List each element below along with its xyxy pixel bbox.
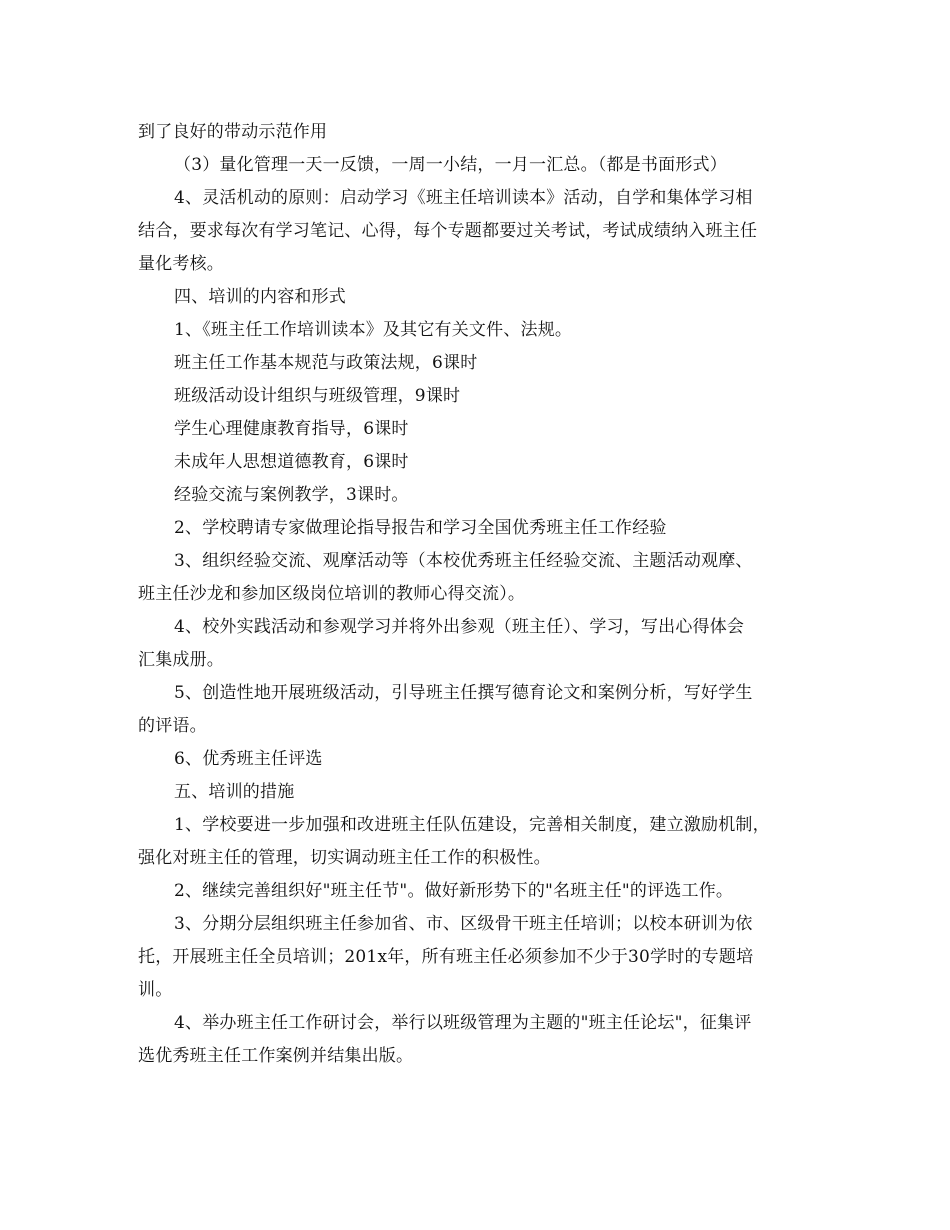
course-item: 未成年人思想道德教育，6课时 bbox=[174, 452, 409, 472]
body-line: 训。 bbox=[138, 980, 173, 1000]
course-item: 班主任工作基本规范与政策法规，6课时 bbox=[174, 353, 478, 373]
body-line: 班主任沙龙和参加区级岗位培训的教师心得交流）。 bbox=[138, 584, 526, 604]
body-line: 汇集成册。 bbox=[138, 650, 224, 670]
course-item: 经验交流与案例教学，3课时。 bbox=[174, 485, 409, 505]
body-line: 强化对班主任的管理，切实调动班主任工作的积极性。 bbox=[138, 848, 551, 868]
document-body bbox=[138, 116, 818, 1073]
body-line: 5、创造性地开展班级活动，引导班主任撰写德育论文和案例分析，写好学生 bbox=[174, 683, 753, 703]
body-line: 托，开展班主任全员培训；201x年，所有班主任必须参加不少于30学时的专题培 bbox=[138, 947, 754, 967]
body-line: 2、继续完善组织好"班主任节"。做好新形势下的"名班主任"的评选工作。 bbox=[174, 881, 734, 901]
body-line: 的评语。 bbox=[138, 716, 207, 736]
body-line: 到了良好的带动示范作用 bbox=[138, 122, 328, 142]
section-heading: 五、培训的措施 bbox=[174, 782, 295, 802]
course-item: 班级活动设计组织与班级管理，9课时 bbox=[174, 386, 461, 406]
body-line: 4、举办班主任工作研讨会，举行以班级管理为主题的"班主任论坛"，征集评 bbox=[174, 1013, 752, 1033]
body-line: 1、《班主任工作培训读本》及其它有关文件、法规。 bbox=[174, 320, 573, 340]
body-line: 3、分期分层组织班主任参加省、市、区级骨干班主任培训；以校本研训为依 bbox=[174, 914, 753, 934]
body-line: 4、灵活机动的原则：启动学习《班主任培训读本》活动，自学和集体学习相 bbox=[174, 188, 753, 208]
body-line: （3）量化管理一天一反馈，一周一小结，一月一汇总。（都是书面形式） bbox=[174, 155, 727, 175]
body-line: 3、组织经验交流、观摩活动等（本校优秀班主任经验交流、主题活动观摩、 bbox=[174, 551, 753, 571]
body-line: 2、学校聘请专家做理论指导报告和学习全国优秀班主任工作经验 bbox=[174, 518, 667, 538]
course-item: 学生心理健康教育指导，6课时 bbox=[174, 419, 409, 439]
body-line: 结合，要求每次有学习笔记、心得，每个专题都要过关考试，考试成绩纳入班主任 bbox=[138, 221, 758, 241]
section-heading: 四、培训的内容和形式 bbox=[174, 287, 346, 307]
body-line: 6、优秀班主任评选 bbox=[174, 749, 323, 769]
body-line: 选优秀班主任工作案例并结集出版。 bbox=[138, 1046, 414, 1066]
body-line: 4、校外实践活动和参观学习并将外出参观（班主任）、学习，写出心得体会 bbox=[174, 617, 745, 637]
body-line: 量化考核。 bbox=[138, 254, 224, 274]
body-line: 1、学校要进一步加强和改进班主任队伍建设，完善相关制度，建立激励机制， bbox=[174, 815, 770, 835]
